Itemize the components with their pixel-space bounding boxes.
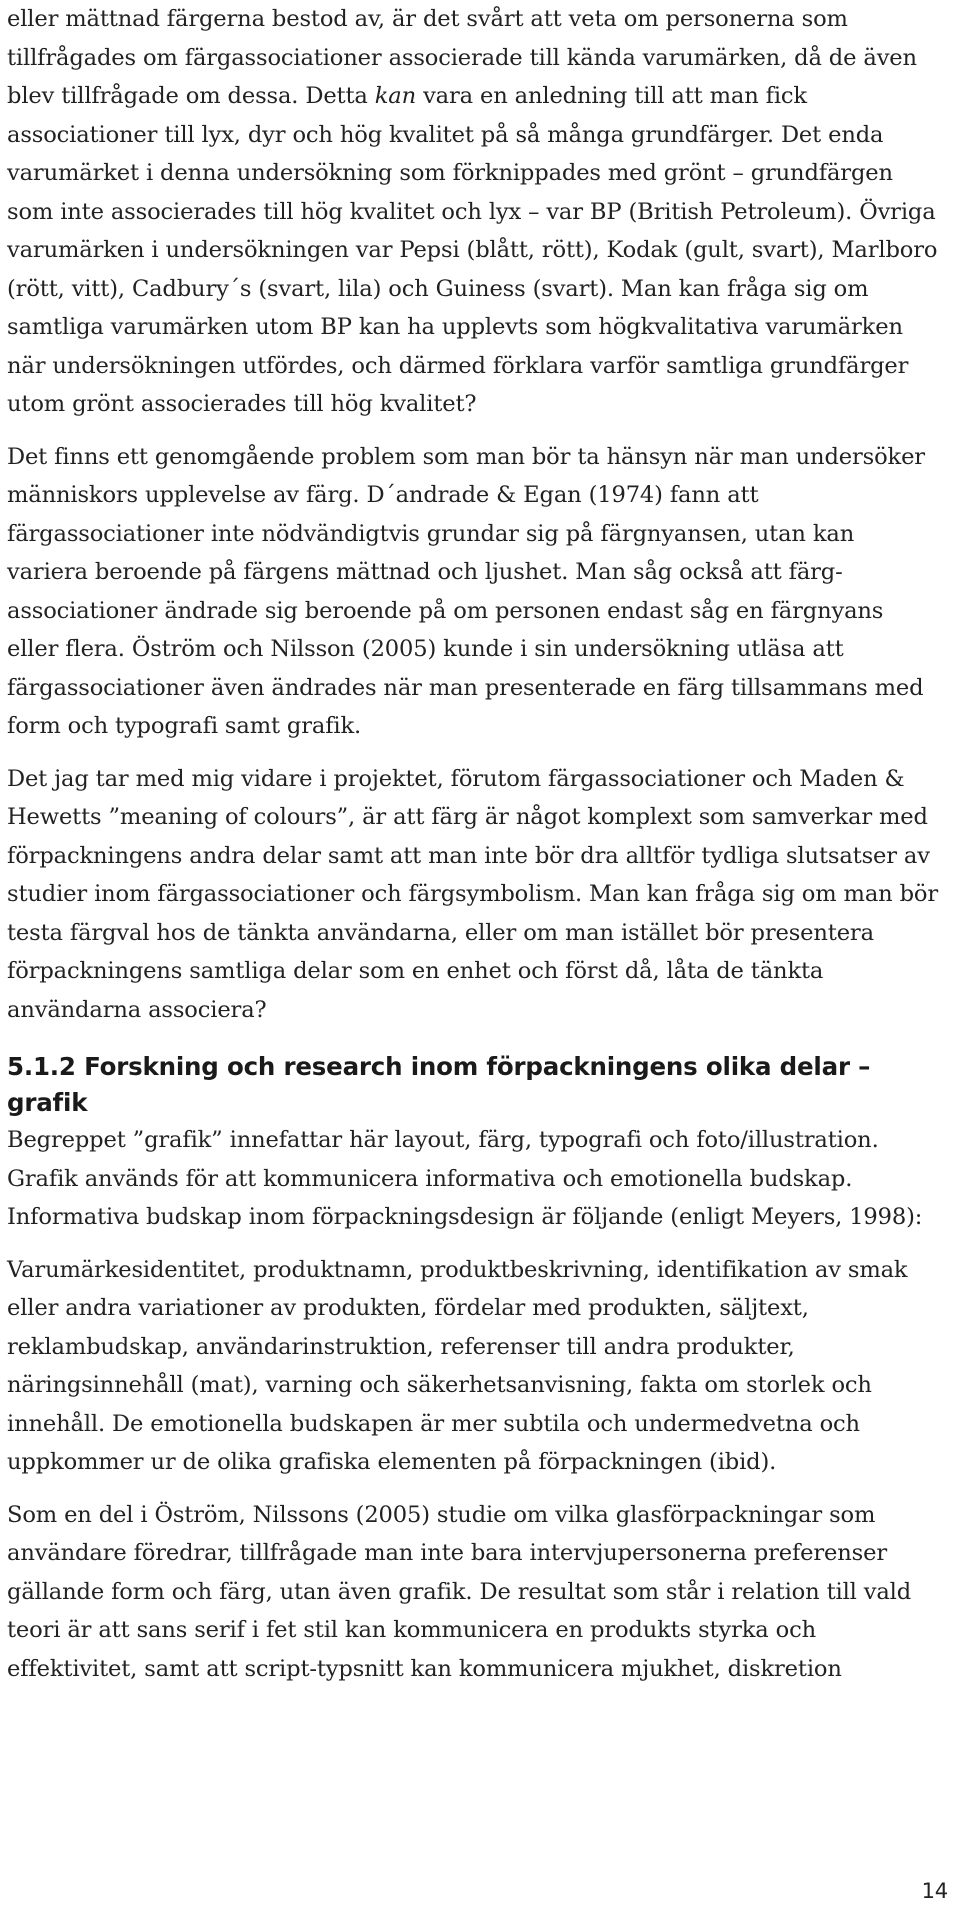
paragraph-project-conclusion: Det jag tar med mig vidare i projektet, förutom färgassociationer och Maden & Hewetts ”meaning of colours”, är att färg är något komplext som samverkar med förpackningens andra delar samt att man inte bör dra alltför tydliga slutsatser av studier inom färgassociationer och färgsymbolism. Man kan fråga sig om man bör testa färgval hos de tänkta användarna, eller om man istället bör presentera förpackningens samtliga delar som en enhet och först då, låta de tänkta användarna associera?: [7, 765, 938, 1023]
section-heading: 5.1.2 Forskning och research inom förpackningens olika delar – grafik: [7, 1052, 871, 1117]
page-number: 14: [921, 1879, 948, 1903]
paragraph-text-part: vara en anledning till att man fick associationer till lyx, dyr och hög kvalitet på så många grundfärger. Det enda varumärket i denna undersökning som förknippades med grönt – grundfärgen som inte associerades till hög kvalitet och lyx – var BP (British Petroleum). Övriga varumärken i undersökningen var Pepsi (blått, rött), Kodak (gult, svart), Marlboro (rött, vitt), Cadbury´s (svart, lila) och Guiness (svart). Man kan fråga sig om samtliga varumärken utom BP kan ha upplevts som högkvalitativa varumärken när undersökningen utfördes, och därmed förklara varför samtliga grundfärger utom grönt associerades till hög kvalitet?: [7, 83, 938, 417]
paragraph-study-results: Som en del i Öström, Nilssons (2005) studie om vilka glasförpackningar som användare föredrar, tillfrågade man inte bara intervjupersonerna preferenser gällande form och färg, utan även grafik. De resultat som står i relation till vald teori är att sans serif i fet stil kan kommunicera en produkts styrka och effektivitet, samt att script-typsnitt kan kommunicera mjukhet, diskretion: [7, 1501, 912, 1682]
paragraph-color-perception: Det finns ett genomgående problem som man bör ta hänsyn när man undersöker människors upplevelse av färg. D´andrade & Egan (1974) fann att färgassociationer inte nödvändigtvis grundar sig på färgnyansen, utan kan variera beroende på färgens mättnad och ljushet. Man såg också att färgassociationer ändrade sig beroende på om personen endast såg en färgnyans eller flera. Öström och Nilsson (2005) kunde i sin undersökning utläsa att färgassociationer även ändrades när man presenterade en färg tillsammans med form och typografi samt grafik.: [7, 443, 925, 739]
paragraph-text-part: eller mättnad färgerna bestod av, är det svårt att veta om personerna som tillfrågades om färgassociationer associerade till kända varumärken, då de även blev tillfrågade om dessa. Detta: [7, 6, 917, 109]
paragraph-color-brands: [7, 0, 940, 424]
paragraph-informative-messages: Varumärkesidentitet, produktnamn, produktbeskrivning, identifikation av smak eller andra variationer av produkten, fördelar med produkten, säljtext, reklambudskap, användarinstruktion, referenser till andra produkter, näringsinnehåll (mat), varning och säkerhetsanvisning, fakta om storlek och innehåll. De emotionella budskapen är mer subtila och undermedvetna och uppkommer ur de olika grafiska elementen på förpackningen (ibid).: [7, 1256, 908, 1475]
paragraph-graphics-definition: Begreppet ”grafik” innefattar här layout, färg, typografi och foto/illustration. Grafik används för att kommunicera informativa och emotionella budskap. Informativa budskap inom förpackningsdesign är följande (enligt Meyers, 1998):: [7, 1127, 923, 1230]
emphasized-word: kan: [374, 83, 417, 109]
